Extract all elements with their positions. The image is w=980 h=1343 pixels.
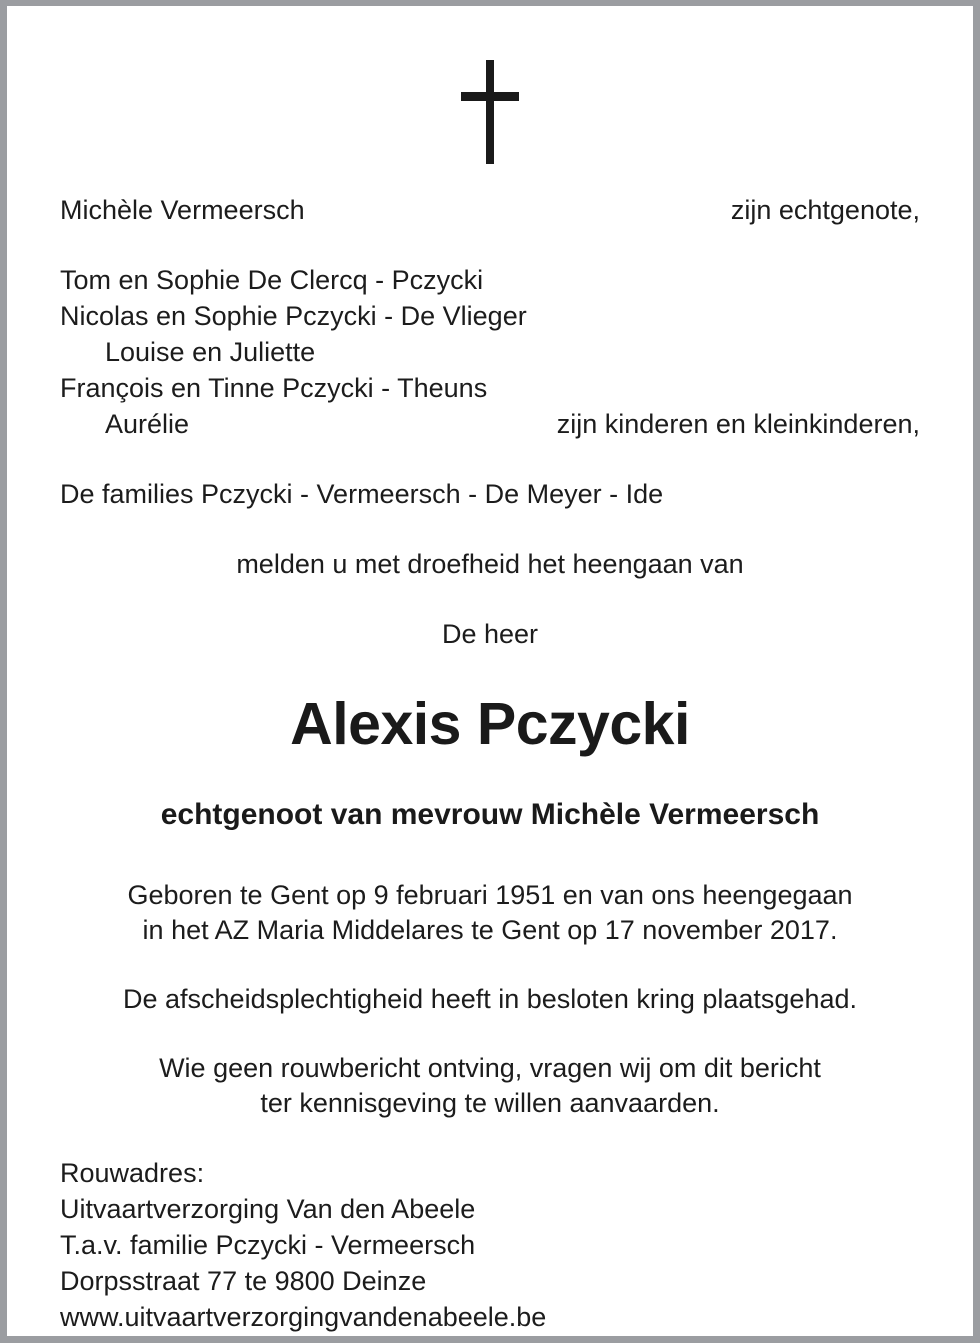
spacer-before-ceremony xyxy=(60,948,920,982)
child-line-1: Tom en Sophie De Clercq - Pczycki xyxy=(60,265,484,295)
spacer-before-honorific xyxy=(60,582,920,616)
cross-symbol-container xyxy=(7,60,973,170)
spouse-row xyxy=(60,192,920,228)
spacer-before-name xyxy=(60,652,920,692)
spacer-after-name xyxy=(60,756,920,796)
mourning-address-line-1: Uitvaartverzorging Van den Abeele xyxy=(60,1194,476,1224)
spouse-of-line: echtgenoot van mevrouw Michèle Vermeersch xyxy=(160,798,820,831)
children-relation-label: zijn kinderen en kleinkinderen, xyxy=(556,409,920,439)
mourning-address-heading: Rouwadres: xyxy=(60,1158,205,1188)
announcement-intro: melden u met droefheid het heengaan van xyxy=(236,549,744,579)
cross-vertical-bar xyxy=(486,60,494,164)
birth-death-line-2: in het AZ Maria Middelares te Gent op 17 november 2017. xyxy=(142,915,838,945)
spacer-before-details xyxy=(60,834,920,878)
spacer-after-children xyxy=(60,442,920,476)
spacer-before-address xyxy=(60,1121,920,1155)
notice-line-2: ter kennisgeving te willen aanvaarden. xyxy=(260,1088,720,1118)
grandchildren-row xyxy=(60,406,920,442)
obituary-card xyxy=(7,6,973,1336)
latin-cross-icon xyxy=(461,60,519,164)
families-line: De families Pczycki - Vermeersch - De Meyer - Ide xyxy=(60,479,664,509)
birth-death-line-1: Geboren te Gent op 9 februari 1951 en van ons heengegaan xyxy=(127,880,853,910)
spouse-relation-label: zijn echtgenote, xyxy=(730,195,920,225)
obituary-body xyxy=(60,192,920,1335)
mourning-address-website: www.uitvaartverzorgingvandenabeele.be xyxy=(60,1302,547,1332)
honorific: De heer xyxy=(441,619,539,649)
child-line-2: Nicolas en Sophie Pczycki - De Vlieger xyxy=(60,301,527,331)
grandchild-line-2: Aurélie xyxy=(105,409,190,439)
deceased-name: Alexis Pczycki xyxy=(290,691,690,757)
grandchild-line-1: Louise en Juliette xyxy=(105,337,316,367)
spouse-name: Michèle Vermeersch xyxy=(60,195,305,225)
mourning-address-line-3: Dorpsstraat 77 te 9800 Deinze xyxy=(60,1266,427,1296)
spacer-after-spouse xyxy=(60,228,920,262)
notice-line-1: Wie geen rouwbericht ontving, vragen wij om dit bericht xyxy=(159,1053,821,1083)
ceremony-line: De afscheidsplechtigheid heeft in besloten kring plaatsgehad. xyxy=(123,984,857,1014)
mourning-address-line-2: T.a.v. familie Pczycki - Vermeersch xyxy=(60,1230,476,1260)
spacer-after-families xyxy=(60,512,920,546)
spacer-before-notice xyxy=(60,1017,920,1051)
cross-horizontal-bar xyxy=(461,92,519,101)
child-line-3: François en Tinne Pczycki - Theuns xyxy=(60,373,488,403)
